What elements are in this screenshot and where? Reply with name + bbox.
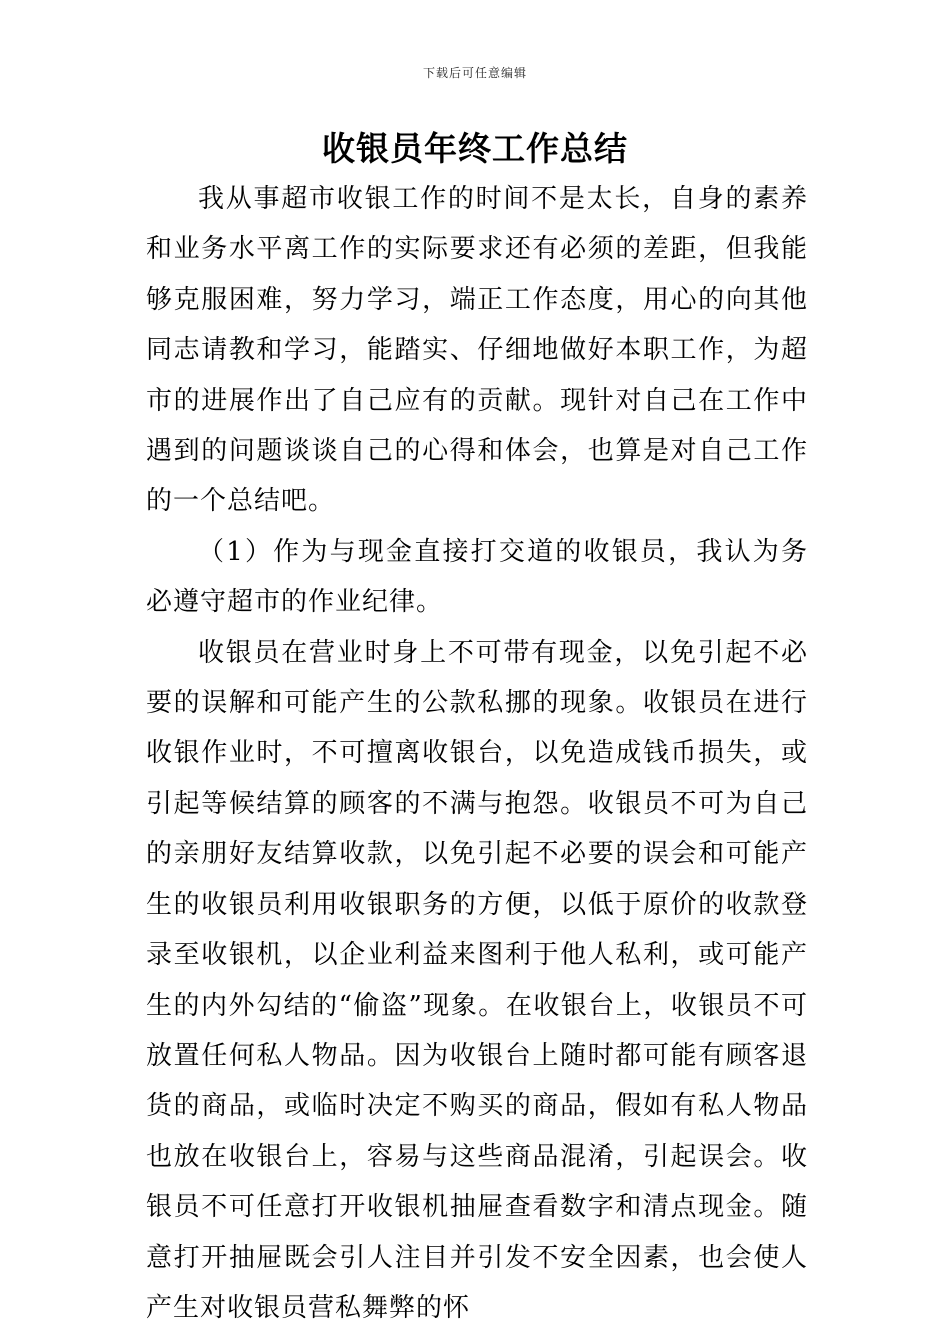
header-note: 下载后可任意编辑: [422, 66, 527, 80]
paragraph-intro: 我从事超市收银工作的时间不是太长，自身的素养和业务水平离工作的实际要求还有必须的差距，但我能够克服困难，努力学习，端正工作态度，用心的向其他同志请教和学习，能踏实、仔细地做好本职工作，为超市的进展作出了自己应有的贡献。现针对自己在工作中遇到的问题谈谈自己的心得和体会，也算是对自己工作的一个总结吧。: [146, 184, 808, 517]
paragraph-point-1: （1）作为与现金直接打交道的收银员，我认为务必遵守超市的作业纪律。: [146, 536, 808, 618]
document-title: 收银员年终工作总结: [322, 129, 628, 168]
paragraph-cashier-rules: 收银员在营业时身上不可带有现金，以免引起不必要的误解和可能产生的公款私挪的现象。收银员在进行收银作业时，不可擅离收银台，以免造成钱币损失，或引起等候结算的顾客的不满与抱怨。收银员不可为自己的亲朋好友结算收款，以免引起不必要的误会和可能产生的收银员利用收银职务的方便，以低于原价的收款登录至收银机，以企业利益来图利于他人私利，或可能产生的内外勾结的“偷盗”现象。在收银台上，收银员不可放置任何私人物品。因为收银台上随时都可能有顾客退货的商品，或临时决定不购买的商品，假如有私人物品也放在收银台上，容易与这些商品混淆，引起误会。收银员不可任意打开收银机抽屉查看数字和清点现金。随意打开抽屉既会引人注目并引发不安全因素，也会使人产生对收银员营私舞弊的怀: [146, 637, 808, 1323]
document-body: [146, 174, 808, 1333]
